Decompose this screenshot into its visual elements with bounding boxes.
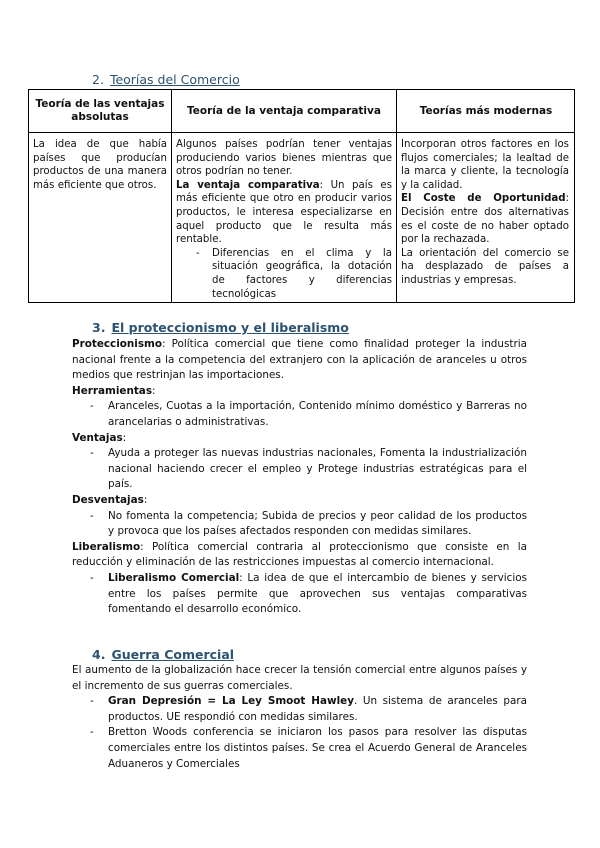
table-header-modern: Teorías más modernas <box>419 104 553 117</box>
table-header-divider <box>29 132 574 133</box>
term-text: : Política comercial contraria al proteccionismo que consiste en la reducción y eliminación de las restricciones impuestas al comercio internacional. <box>72 540 527 569</box>
section-3-title: El proteccionismo y el liberalismo <box>111 320 349 335</box>
paragraph <box>72 337 527 384</box>
section-2-number: 2. <box>92 72 104 87</box>
section-4-body <box>72 663 527 772</box>
term-label: Liberalismo <box>72 540 141 553</box>
term-text: : Política comercial que tiene como finalidad proteger la industria nacional frente a la competencia del extranjero con la aplicación de aranceles u otros medios que restrinjan las importaciones. <box>72 338 527 382</box>
section-4-heading <box>92 647 234 662</box>
table-header-absolute: Teoría de las ventajas absolutas <box>35 98 165 123</box>
table-cell-absolute <box>33 138 167 192</box>
list-item: - Ayuda a proteger las nuevas industrias nacionales, Fomenta la industrialización nacional haciendo crecer el empleo y Protege industrias estratégicas para el país. <box>90 446 527 493</box>
section-3-number: 3. <box>92 320 106 335</box>
paragraph: Ventajas: <box>72 431 127 444</box>
bullet-list <box>72 399 527 430</box>
paragraph: Herramientas: <box>72 384 156 397</box>
table-cell-comparative <box>176 138 392 301</box>
paragraph <box>72 540 527 571</box>
cell-list <box>176 247 392 301</box>
term-label: Ventajas <box>72 431 123 444</box>
section-2-heading <box>92 72 240 87</box>
cell-text <box>401 192 569 246</box>
cell-text <box>176 179 392 247</box>
term-label: Proteccionismo <box>72 338 163 350</box>
term-label: Liberalismo Comercial <box>108 571 240 584</box>
term-text: : La idea de que el intercambio de bienes y servicios entre los países permite que aprovechen sus ventajas comparativas fomentando el desarrollo económico. <box>108 571 527 616</box>
paragraph: El aumento de la globalización hace crecer la tensión comercial entre algunos países y el incremento de sus guerras comerciales. <box>72 664 527 692</box>
section-4-number: 4. <box>92 647 106 662</box>
section-2-title: Teorías del Comercio <box>109 72 240 87</box>
list-item <box>90 694 527 725</box>
cell-text: Algunos países podrían tener ventajas produciendo varios bienes mientras que otros podrían no tener. <box>176 139 392 178</box>
list-item: - Diferencias en el clima y la situación geográfica, la dotación de factores y diferencias tecnológicas <box>196 247 392 301</box>
term-label: Gran Depresión = La Ley Smoot Hawley <box>108 695 354 708</box>
cell-bold: El Coste de Oportunidad <box>401 193 566 205</box>
list-item: - Aranceles, Cuotas a la importación, Contenido mínimo doméstico y Barreras no arancelarias o administrativas. <box>90 399 527 430</box>
bullet-list <box>72 571 527 618</box>
list-item: - No fomenta la competencia; Subida de precios y peor calidad de los productos y provoca que los países afectados responden con medidas similares. <box>90 509 527 540</box>
cell-text: Incorporan otros factores en los flujos comerciales; la lealtad de la marca y cliente, la tecnología y la calidad. <box>401 139 569 191</box>
cell-text: La orientación del comercio se ha desplazado de países a industrias y empresas. <box>401 247 569 286</box>
table-divider <box>396 90 397 302</box>
bullet-list <box>72 446 527 493</box>
paragraph: Desventajas: <box>72 493 148 506</box>
list-item: - Bretton Woods conferencia se iniciaron los pasos para resolver las disputas comerciales entre los distintos países. Se crea el Acuerdo General de Aranceles Aduaneros y Comerciales <box>90 725 527 772</box>
bullet-list <box>72 509 527 540</box>
table-divider <box>171 90 172 302</box>
term-text: . Un sistema de aranceles para productos. UE respondió con medidas similares. <box>108 695 527 723</box>
term-label: Herramientas <box>72 384 152 397</box>
table-cell-modern <box>401 138 569 288</box>
section-3-heading <box>92 320 349 335</box>
table-header-comparative: Teoría de la ventaja comparativa <box>187 104 381 117</box>
cell-text-rest: : Decisión entre dos alternativas es el coste de no haber optado por la rechazada. <box>401 193 569 246</box>
section-4-title: Guerra Comercial <box>111 647 235 662</box>
term-label: Desventajas <box>72 493 144 506</box>
bullet-list <box>72 694 527 772</box>
section-3-body <box>72 337 527 618</box>
cell-text-rest: : Un país es más eficiente que otro en producir varios productos, le interesa especializarse en aquel producto que le resulta más rentable. <box>176 179 392 246</box>
cell-bold: La ventaja comparativa <box>176 179 320 191</box>
cell-text: La idea de que había países que producían productos de una manera más eficiente que otros. <box>33 139 167 191</box>
theories-table <box>28 89 575 303</box>
list-item <box>90 571 527 618</box>
